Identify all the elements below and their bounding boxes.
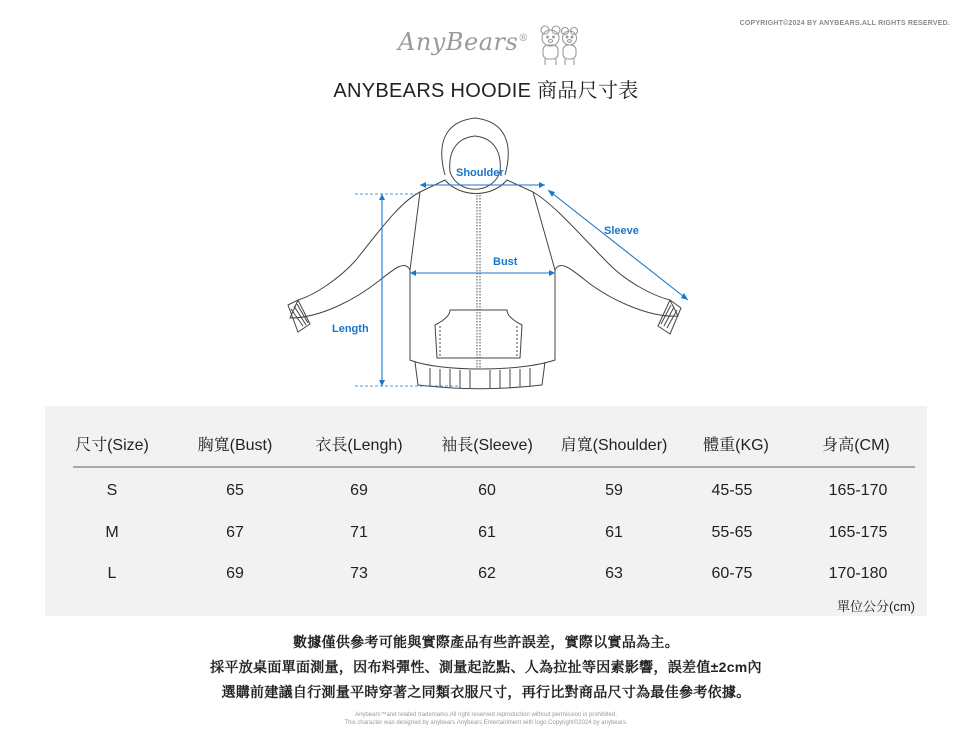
footer-line: This character was designed by anybears.Anybears Entertainment with logo.Copyright©2024 by anybears. xyxy=(344,720,628,726)
shoulder-label: Shoulder xyxy=(456,167,504,179)
hoodie-body xyxy=(410,180,555,369)
unit-note: 單位公分(cm) xyxy=(837,599,915,614)
header-bust: 胸寬(Bust) xyxy=(197,437,273,454)
header-divider xyxy=(73,466,915,468)
size-table: 尺寸(Size) 胸寬(Bust) 衣長(Lengh) 袖長(Sleeve) 肩寬(Shoulder) 體重(KG) 身高(CM) S 65 69 60 59 45-55 165-170 M 67 71 61 61 55-65 165-175 L 69 73 62 63 60-75 170-180 單位公分(cm) xyxy=(45,406,927,616)
brand-logo xyxy=(398,22,578,68)
sleeve-arrow xyxy=(548,190,688,300)
sleeve-label: Sleeve xyxy=(604,225,639,237)
header-size: 尺寸(Size) xyxy=(75,437,149,454)
hoodie-measurement-diagram xyxy=(270,110,700,400)
hoodie-zipper xyxy=(477,195,480,368)
bear-mascot-icon xyxy=(536,24,578,68)
page-title: ANYBEARS HOODIE 商品尺寸表 xyxy=(333,80,639,102)
bust-label: Bust xyxy=(493,256,518,268)
note-line: 採平放桌面單面測量，因布料彈性、測量起訖點、人為拉扯等因素影響，誤差值±2cm內 xyxy=(210,659,762,675)
hoodie-left-sleeve xyxy=(290,192,420,318)
logo-wordmark: AnyBears® xyxy=(398,28,529,56)
header-sleeve: 袖長(Sleeve) xyxy=(441,437,533,454)
header-weight: 體重(KG) xyxy=(703,437,769,454)
note-line: 選購前建議自行測量平時穿著之同類衣服尺寸，再行比對商品尺寸為最佳參考依據。 xyxy=(221,684,751,700)
length-label: Length xyxy=(332,323,369,335)
header-height: 身高(CM) xyxy=(822,437,890,454)
hoodie-pocket xyxy=(435,310,522,358)
note-line: 數據僅供參考可能與實際產品有些許誤差，實際以實品為主。 xyxy=(292,634,680,650)
footer-line: Anybears™and related trademarks.All right reserved reproduction without permission is prohibited. xyxy=(355,712,617,718)
copyright-notice: COPYRIGHT©2024 BY ANYBEARS.ALL RIGHTS RESERVED. xyxy=(739,20,950,27)
header-length: 衣長(Lengh) xyxy=(315,437,403,454)
header-shoulder: 肩寬(Shoulder) xyxy=(560,437,668,454)
